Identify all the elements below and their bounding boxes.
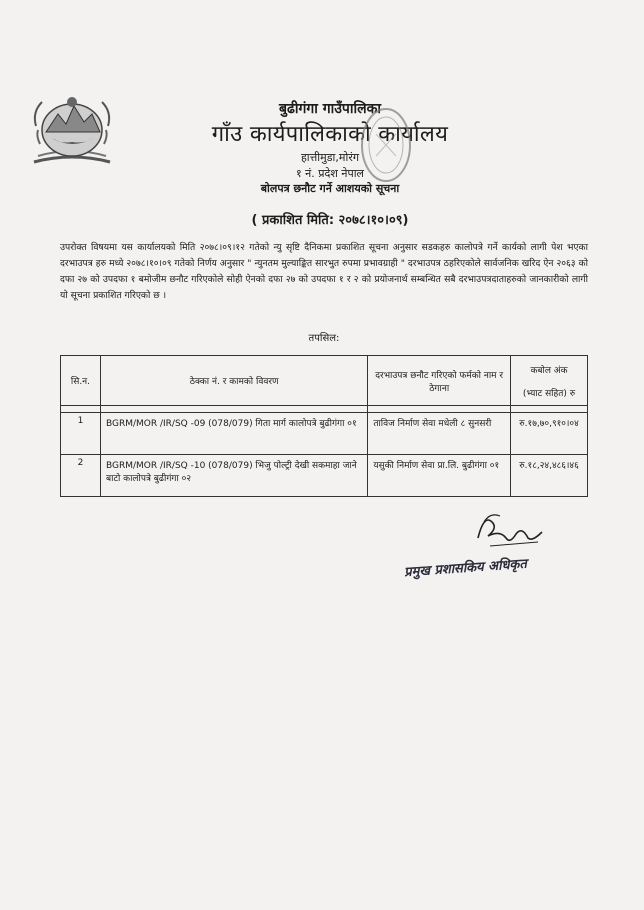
header-amount-label: कबोल अंक bbox=[530, 365, 568, 376]
details-heading: तपसिल: bbox=[308, 333, 340, 344]
notice-body: उपरोक्त विषयमा यस कार्यालयको मिति २०७८।०९।१२ गतेको न्यु सृष्टि दैनिकमा प्रकाशित सूचना अनुसार सडकहरु कालोपत्रे गर्ने कार्यको लागी पेश भएका दरभाउपत्र हरु मध्ये २०७८।१०।०९ गतेको निर्णय अनुसार " न्युनतम मुल्याङ्कित सारभुत रुपमा प्रभावग्राही " दरभाउपत्र ठहरिएकोले सार्वजनिक खरिद ऐन २०६३ को दफा २७ को उपदफा १ बमोजीम छनौट गरिएकोले सोही ऐनको दफा २७ को उपदफा १ र २ को प्रयोजनार्थ सम्बन्धित सबै दरभाउपत्रदाताहरुको जानकारीको लागी यो सूचना प्रकाशित गरिएको छ । bbox=[60, 242, 588, 301]
office-stamp-icon bbox=[358, 104, 414, 186]
signature-icon bbox=[470, 508, 550, 552]
row-contract: BGRM/MOR /IR/SQ -09 (078/079) गिता मार्ग कालोपत्रे बुढीगंगा ०१ bbox=[100, 413, 367, 455]
header-sn: सि.न. bbox=[61, 356, 101, 406]
row-firm: ताविज निर्माण सेवा मधेली ८ सुनसरी bbox=[368, 413, 511, 455]
signer-title: प्रमुख प्रशासकिय अधिकृत bbox=[403, 556, 528, 581]
header-amount bbox=[511, 356, 588, 406]
header-contract: ठेक्का नं. र कामको विवरण bbox=[100, 356, 367, 406]
published-date: ( प्रकाशित मिति: २०७८।१०।०९) bbox=[251, 213, 409, 228]
row-amount: रु.१७,७०,९१०।०४ bbox=[511, 413, 588, 455]
address-line-2: १ नं. प्रदेश नेपाल bbox=[295, 167, 365, 180]
header-amount-sub: (भ्याट सहित) रु bbox=[522, 388, 576, 399]
tender-table bbox=[60, 355, 588, 497]
table-header-row bbox=[61, 356, 588, 406]
nepal-government-emblem-icon bbox=[28, 92, 116, 166]
table-row bbox=[61, 455, 588, 497]
row-sn: 1 bbox=[61, 413, 101, 455]
header-firm: दरभाउपत्र छनौट गरिएको फर्मको नाम र ठेगाना bbox=[368, 356, 511, 406]
row-amount: रु.१८,२४,४८६।४६ bbox=[511, 455, 588, 497]
row-firm: यसुकी निर्माण सेवा प्रा.लि. बुढीगंगा ०१ bbox=[368, 455, 511, 497]
notice-subject: बोलपत्र छनौट गर्ने आशयको सूचना bbox=[260, 182, 400, 195]
address-line-1: हात्तीमुडा,मोरंग bbox=[300, 151, 360, 164]
municipality-name: बुढीगंगा गाउँपालिका bbox=[278, 101, 382, 117]
office-title: गाँउ कार्यपालिकाको कार्यालय bbox=[211, 122, 449, 147]
row-contract: BGRM/MOR /IR/SQ -10 (078/079) भिजु पोल्ट्री देखी सकमाहा जाने बाटो कालोपत्रे बुढीगंगा ०२ bbox=[100, 455, 367, 497]
table-row bbox=[61, 413, 588, 455]
row-sn: 2 bbox=[61, 455, 101, 497]
